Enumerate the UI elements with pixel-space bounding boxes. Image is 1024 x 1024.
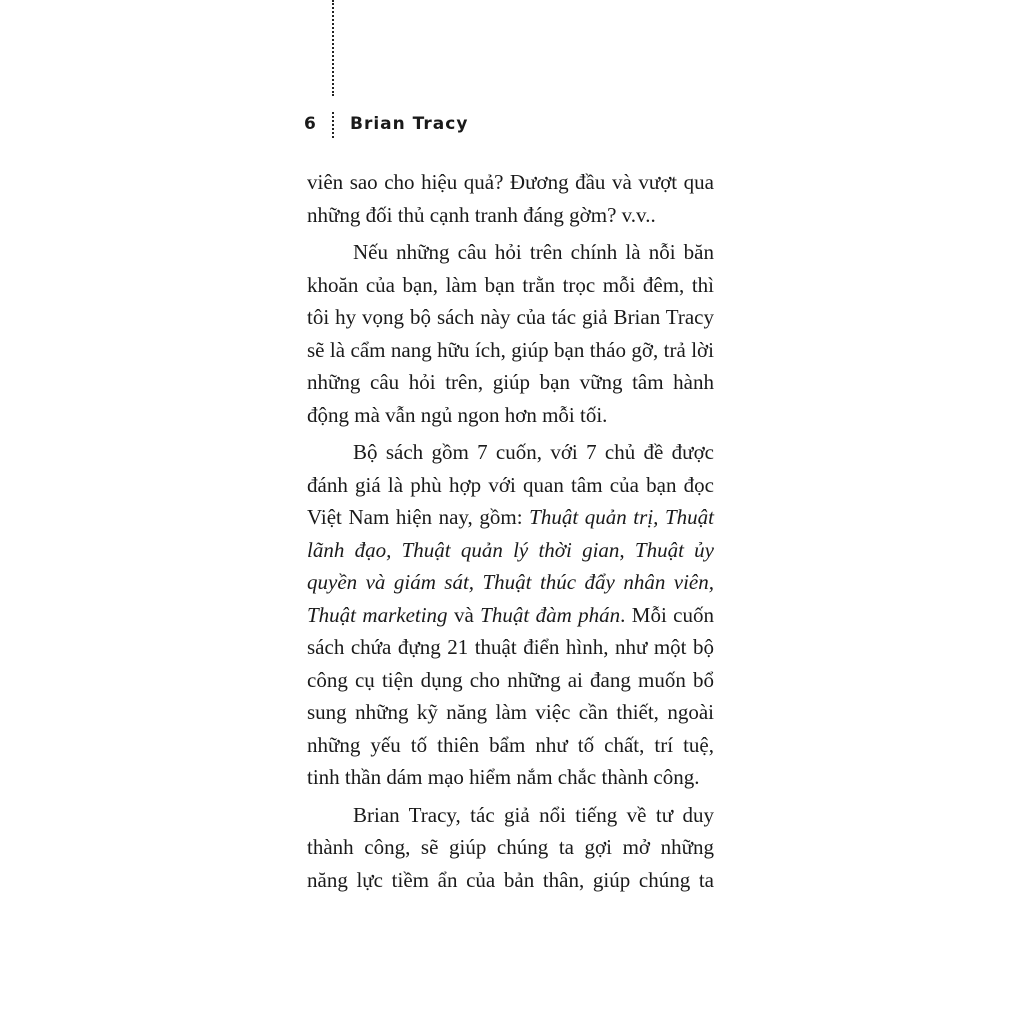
text-line [307,599,714,632]
text-line: động mà vẫn ngủ ngon hơn mỗi tối. [307,402,608,427]
text-line: khoăn của bạn, làm bạn trằn trọc mỗi đêm, thì [307,272,714,297]
text-line: sung những kỹ năng làm việc cần thiết, ngoài [307,700,714,724]
text-line: Bộ sách gồm 7 cuốn, với 7 chủ đề được [353,440,714,464]
book-title-italic: Thuật quản trị, Thuật [529,505,714,529]
text-line: công cụ tiện dụng cho những ai đang muốn bổ [307,667,714,692]
text-line: tôi hy vọng bộ sách này của tác giả Brian Tracy [307,305,714,329]
text-line: đánh giá là phù hợp với quan tâm của bạn đọc [307,472,714,497]
text-line: năng lực tiềm ẩn của bản thân, giúp chúng ta [307,867,714,892]
top-dotted-rule [332,0,334,96]
text-line: sách chứa đựng 21 thuật điển hình, như một bộ [307,635,714,659]
book-title-italic: quyền và giám sát, Thuật thúc đẩy nhân viên, [307,570,714,594]
body-text [307,166,714,896]
text-line: sẽ là cẩm nang hữu ích, giúp bạn tháo gỡ, trả lời [307,337,714,362]
text-line: Nếu những câu hỏi trên chính là nỗi băn [353,240,714,264]
book-title-italic: Thuật đàm phán [480,602,621,627]
text-run: Việt Nam hiện nay, gồm: [307,505,530,529]
page-number: 6 [304,114,317,134]
book-title-italic: Thuật marketing [307,602,448,627]
text-line: những câu hỏi trên, giúp bạn vững tâm hành [307,370,714,394]
text-line: tinh thần dám mạo hiểm nắm chắc thành công. [307,765,700,789]
text-run: . Mỗi cuốn [620,602,714,627]
book-title-italic: lãnh đạo, Thuật quản lý thời gian, Thuật ủy [307,537,714,562]
text-run: và [447,602,481,627]
header-dotted-separator [332,112,334,138]
text-line [307,534,714,567]
text-line: những đối thủ cạnh tranh đáng gờm? v.v.. [307,202,656,227]
running-head-author: Brian Tracy [350,114,469,134]
text-line: những yếu tố thiên bẩm như tố chất, trí tuệ, [307,732,714,757]
text-line [307,501,714,534]
text-line [307,566,714,599]
text-line: Brian Tracy, tác giả nổi tiếng về tư duy [353,802,714,827]
text-line: thành công, sẽ giúp chúng ta gợi mở những [307,835,714,859]
text-line: viên sao cho hiệu quả? Đương đầu và vượt qua [307,170,714,194]
